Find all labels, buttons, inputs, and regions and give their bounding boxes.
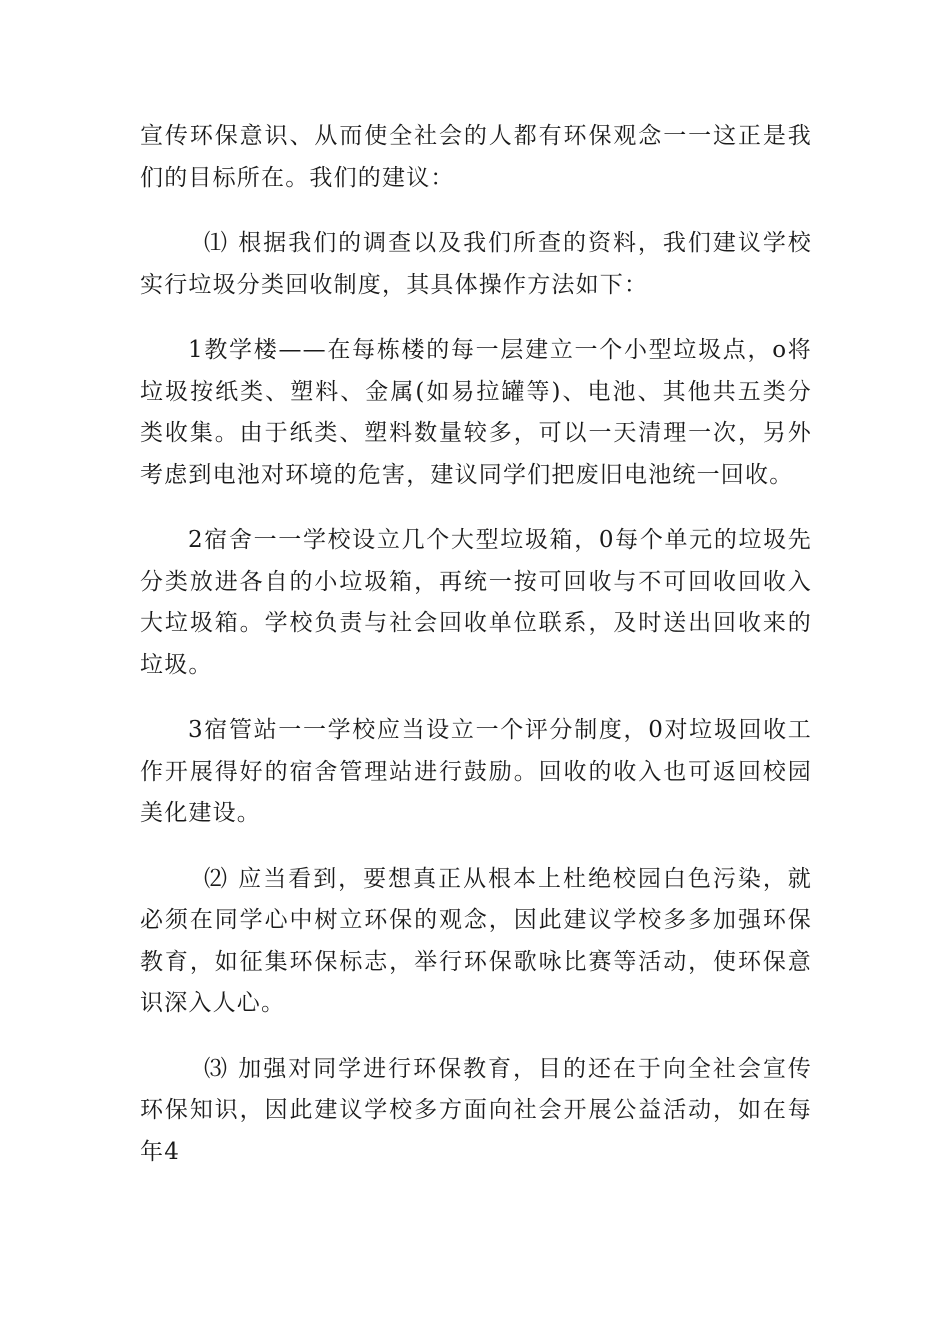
paragraph-dorm-management: 3宿管站一一学校应当设立一个评分制度，0对垃圾回收工作开展得好的宿舍管理站进行鼓励。回收的收入也可返回校园美化建设。 [140,717,812,826]
paragraph-suggestion-1: ⑴ 根据我们的调查以及我们所查的资料，我们建议学校实行垃圾分类回收制度，其具体操作方法如下： [140,230,812,298]
paragraph-dormitory: 2宿舍一一学校设立几个大型垃圾箱，0每个单元的垃圾先分类放进各自的小垃圾箱，再统一按可回收与不可回收回收入大垃圾箱。学校负责与社会回收单位联系，及时送出回收来的垃圾。 [140,527,812,678]
document-body [140,116,812,1197]
paragraph-intro: 宣传环保意识、从而使全社会的人都有环保观念一一这正是我们的目标所在。我们的建议： [140,123,812,191]
paragraph-suggestion-2: ⑵ 应当看到，要想真正从根本上杜绝校园白色污染，就必须在同学心中树立环保的观念，因此建议学校多多加强环保教育，如征集环保标志，举行环保歌咏比赛等活动，使环保意识深入人心。 [140,865,812,1016]
paragraph-suggestion-3: ⑶ 加强对同学进行环保教育，目的还在于向全社会宣传环保知识，因此建议学校多方面向社会开展公益活动，如在每年4 [140,1055,812,1165]
paragraph-teaching-building: 1教学楼——在每栋楼的每一层建立一个小型垃圾点，o将垃圾按纸类、塑料、金属(如易拉罐等)、电池、其他共五类分类收集。由于纸类、塑料数量较多，可以一天清理一次，另外考虑到电池对环境的危害，建议同学们把废旧电池统一回收。 [140,337,812,488]
